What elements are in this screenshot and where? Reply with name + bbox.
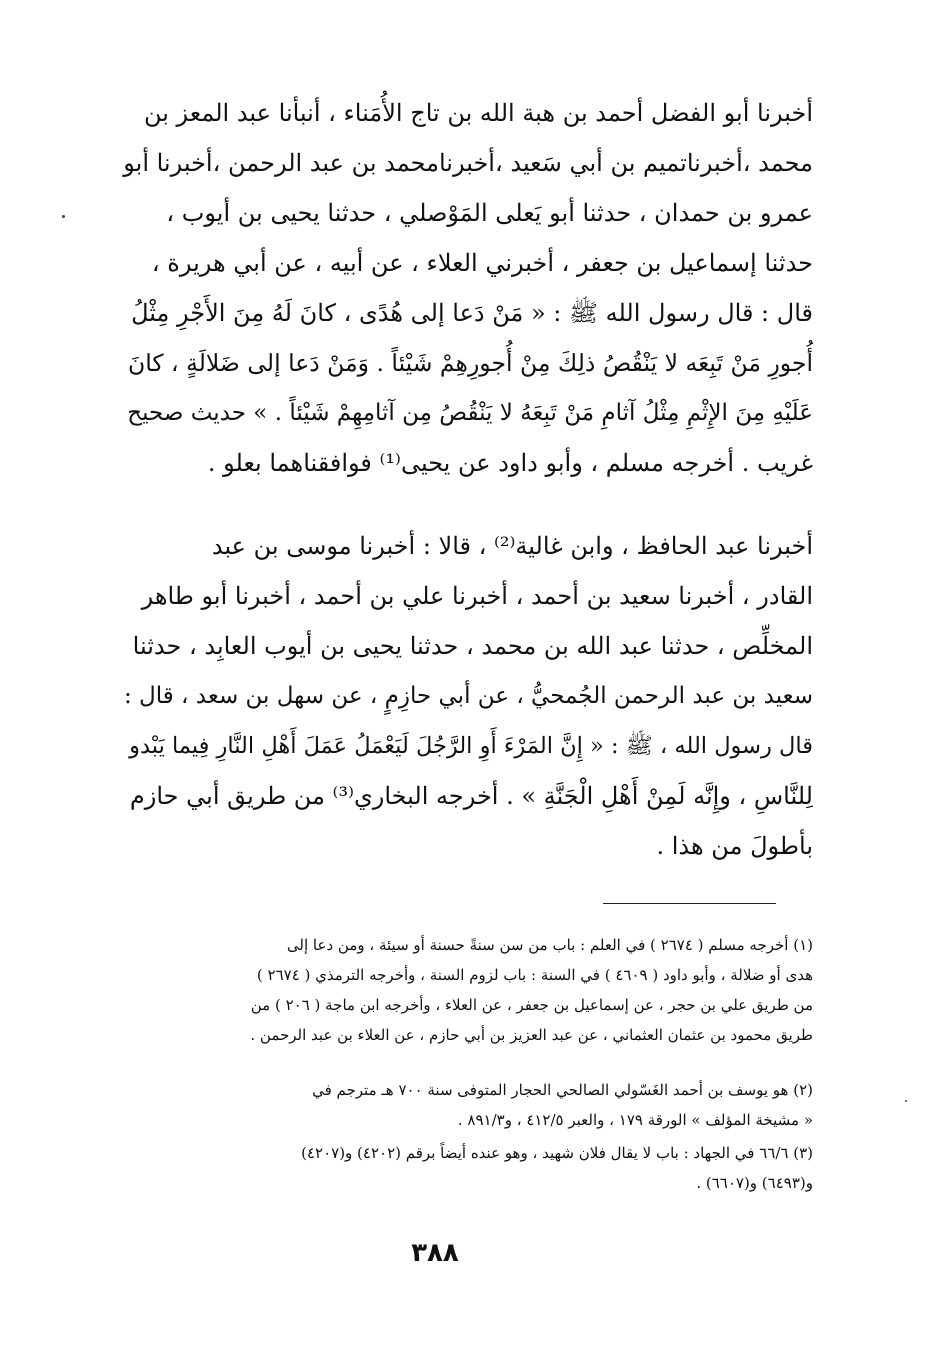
- footnote-divider: [603, 903, 776, 904]
- text-line: أُجورِ مَنْ تَبِعَه لا يَنْقُصُ ذلِكَ مِنْ أُجورِهِمْ شَيْئاً . وَمَنْ دَعا إلى ضَلالَةٍ ، كانَ: [127, 349, 813, 377]
- footnote-3: [118, 1138, 813, 1198]
- paragraph-hadith-2: [118, 521, 813, 871]
- footnote-1: [118, 930, 813, 1050]
- text-line: غريب . أخرجه مسلم ، وأبو داود عن يحيى⁽¹⁾ فوافقناهما بعلو .: [207, 449, 813, 477]
- text-line: حدثنا إسماعيل بن جعفر ، أخبرني العلاء ، عن أبيه ، عن أبي هريرة ،: [151, 249, 813, 277]
- text-line: عمرو بن حمدان ، حدثنا أبو يَعلى المَوْصلي ، حدثنا يحيى بن أيوب ،: [166, 199, 813, 227]
- text-line: قال : قال رسول الله ﷺ : « مَنْ دَعا إلى هُدًى ، كانَ لَهُ مِنَ الأَجْرِ مِثْلُ: [131, 299, 813, 327]
- footnote-line: « مشيخة المؤلف » الورقة ١٧٩ ، والعبر ٤١٢/٥ ، و٨٩١/٣ .: [457, 1111, 813, 1129]
- page-number: ٣٨٨: [411, 1238, 459, 1268]
- text-line: المخلِّص ، حدثنا عبد الله بن محمد ، حدثنا يحيى بن أيوب العابِد ، حدثنا: [132, 632, 813, 660]
- text-line: قال رسول الله ، ﷺ : « إِنَّ المَرْءَ أَوِ الرَّجُلَ لَيَعْمَلُ عَمَلَ أَهْلِ النَّارِ فِيما يَبْدو: [129, 733, 813, 759]
- scan-speck: [905, 1100, 907, 1102]
- footnote-line: و(٦٤٩٣) و(٦٦٠٧) .: [696, 1174, 813, 1192]
- text-line: عَلَيْهِ مِنَ الإِثْمِ مِثْلُ آثامِ مَنْ تَبِعَهُ لا يَنْقُصُ مِن آثامِهِمْ شَيْئاً . » حديث صحيح: [127, 400, 813, 426]
- text-line: أخبرنا عبد الحافظ ، وابن غالية⁽²⁾ ، قالا : أخبرنا موسى بن عبد: [211, 532, 813, 560]
- footnote-2: [118, 1075, 813, 1135]
- footnote-line: (٣) ٦٦/٦ في الجهاد : باب لا يقال فلان شهيد ، وهو عنده أيضاً برقم (٤٢٠٢) و(٤٢٠٧): [301, 1144, 813, 1162]
- footnote-line: (٢) هو يوسف بن أحمد الغَسّولي الصالحي الحجار المتوفى سنة ٧٠٠ هـ مترجم في: [312, 1081, 813, 1099]
- footnote-line: من طريق علي بن حجر ، عن إسماعيل بن جعفر ، عن العلاء ، وأخرجه ابن ماجة ( ٢٠٦ ) من: [250, 996, 813, 1014]
- footnote-line: هدى أو ضلالة ، وأبو داود ( ٤٦٠٩ ) في السنة : باب لزوم السنة ، وأخرجه الترمذي ( ٢٦٧٤ ): [256, 966, 813, 984]
- text-line: أخبرنا أبو الفضل أحمد بن هبة الله بن تاج الأُمَناء ، أنبأنا عبد المعز بن: [143, 99, 813, 127]
- scan-speck: [62, 215, 65, 218]
- text-line: محمد ،أخبرناتميم بن أبي سَعيد ،أخبرنامحمد بن عبد الرحمن ،أخبرنا أبو: [123, 149, 813, 177]
- paragraph-hadith-1: [118, 88, 813, 488]
- text-line: لِلنَّاسِ ، وإِنَّه لَمِنْ أَهْلِ الْجَنَّةِ » . أخرجه البخاري⁽³⁾ من طريق أبي حازم: [129, 782, 813, 810]
- text-line: بأطولَ من هذا .: [656, 832, 813, 860]
- text-line: سعيد بن عبد الرحمن الجُمحيُّ ، عن أبي حازِمٍ ، عن سهل بن سعد ، قال :: [123, 683, 813, 709]
- text-line: القادر ، أخبرنا سعيد بن أحمد ، أخبرنا علي بن أحمد ، أخبرنا أبو طاهر: [141, 582, 813, 610]
- footnote-line: طريق محمود بن عثمان العثماني ، عن عبد العزيز بن أبي حازم ، عن العلاء بن عبد الرحمن .: [250, 1026, 813, 1044]
- footnote-line: (١) أخرجه مسلم ( ٢٦٧٤ ) في العلم : باب من سن سنةً حسنة أو سيئة ، ومن دعا إلى: [286, 936, 813, 954]
